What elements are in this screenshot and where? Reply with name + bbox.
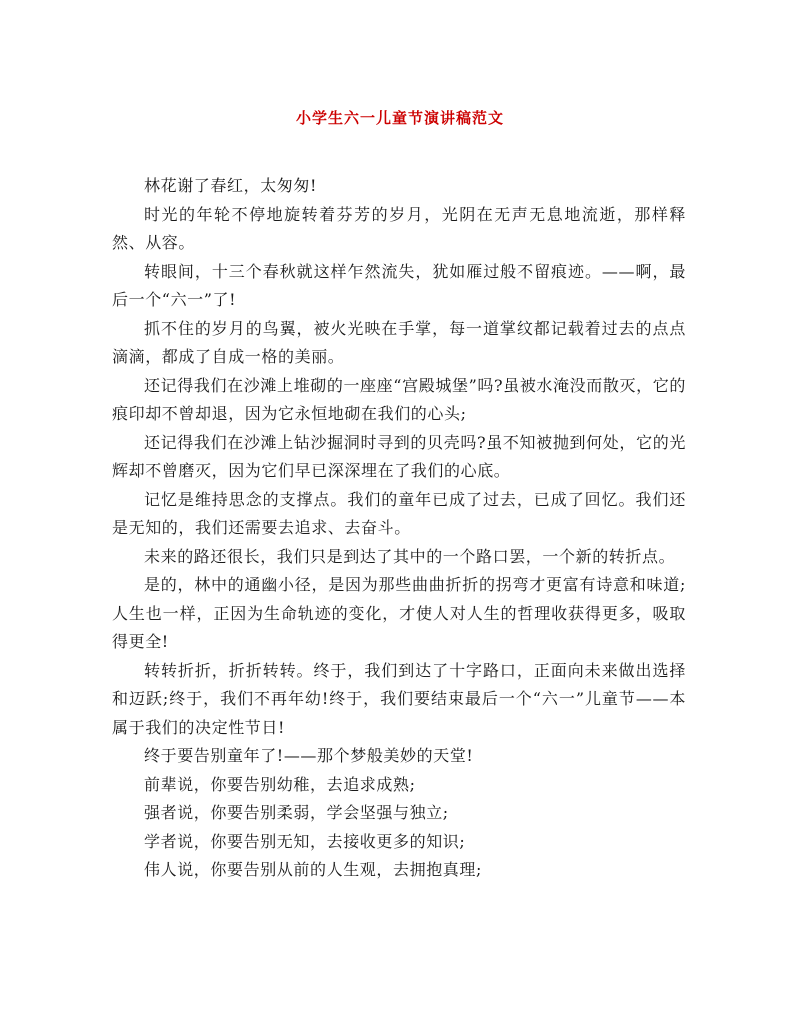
paragraph: 还记得我们在沙滩上堆砌的一座座“宫殿城堡”吗?虽被水淹没而散灭，它的痕印却不曾却退，因为它永恒地砌在我们的心头; <box>112 375 686 423</box>
paragraph: 前辈说，你要告别幼稚，去追求成熟; <box>144 774 416 794</box>
paragraph: 转转折折，折折转转。终于，我们到达了十字路口，正面向未来做出选择和迈跃;终于，我们不再年幼!终于，我们要结束最后一个“六一”儿童节——本属于我们的决定性节日! <box>112 660 686 737</box>
paragraph: 伟人说，你要告别从前的人生观，去拥抱真理; <box>144 860 482 879</box>
paragraph: 时光的年轮不停地旋转着芬芳的岁月，光阴在无声无息地流逝，那样释然、从容。 <box>112 204 686 252</box>
paragraph: 抓不住的岁月的鸟翼，被火光映在手掌，每一道掌纹都记载着过去的点点滴滴，都成了自成一格的美丽。 <box>112 318 686 366</box>
paragraph: 是的，林中的通幽小径，是因为那些曲曲折折的拐弯才更富有诗意和味道;人生也一样，正因为生命轨迹的变化，才使人对人生的哲理收获得更多，吸取得更全! <box>112 575 686 651</box>
paragraph: 记忆是维持思念的支撑点。我们的童年已成了过去，已成了回忆。我们还是无知的，我们还需要去追求、去奋斗。 <box>112 489 686 537</box>
paragraph: 强者说，你要告别柔弱，学会坚强与独立; <box>144 803 449 822</box>
paragraph: 林花谢了春红，太匆匆! <box>144 176 318 195</box>
paragraph: 终于要告别童年了!——那个梦般美妙的天堂! <box>144 746 474 765</box>
paragraph: 未来的路还很长，我们只是到达了其中的一个路口罢，一个新的转折点。 <box>144 546 676 566</box>
document-title: 小学生六一儿童节演讲稿范文 <box>295 109 504 127</box>
paragraph: 还记得我们在沙滩上钻沙掘洞时寻到的贝壳吗?虽不知被抛到何处，它的光辉却不曾磨灭，因为它们早已深深埋在了我们的心底。 <box>112 432 686 480</box>
paragraph: 学者说，你要告别无知，去接收更多的知识; <box>144 831 466 851</box>
document-body <box>112 172 686 885</box>
paragraph: 转眼间，十三个春秋就这样乍然流失，犹如雁过般不留痕迹。——啊，最后一个“六一”了! <box>112 261 686 309</box>
